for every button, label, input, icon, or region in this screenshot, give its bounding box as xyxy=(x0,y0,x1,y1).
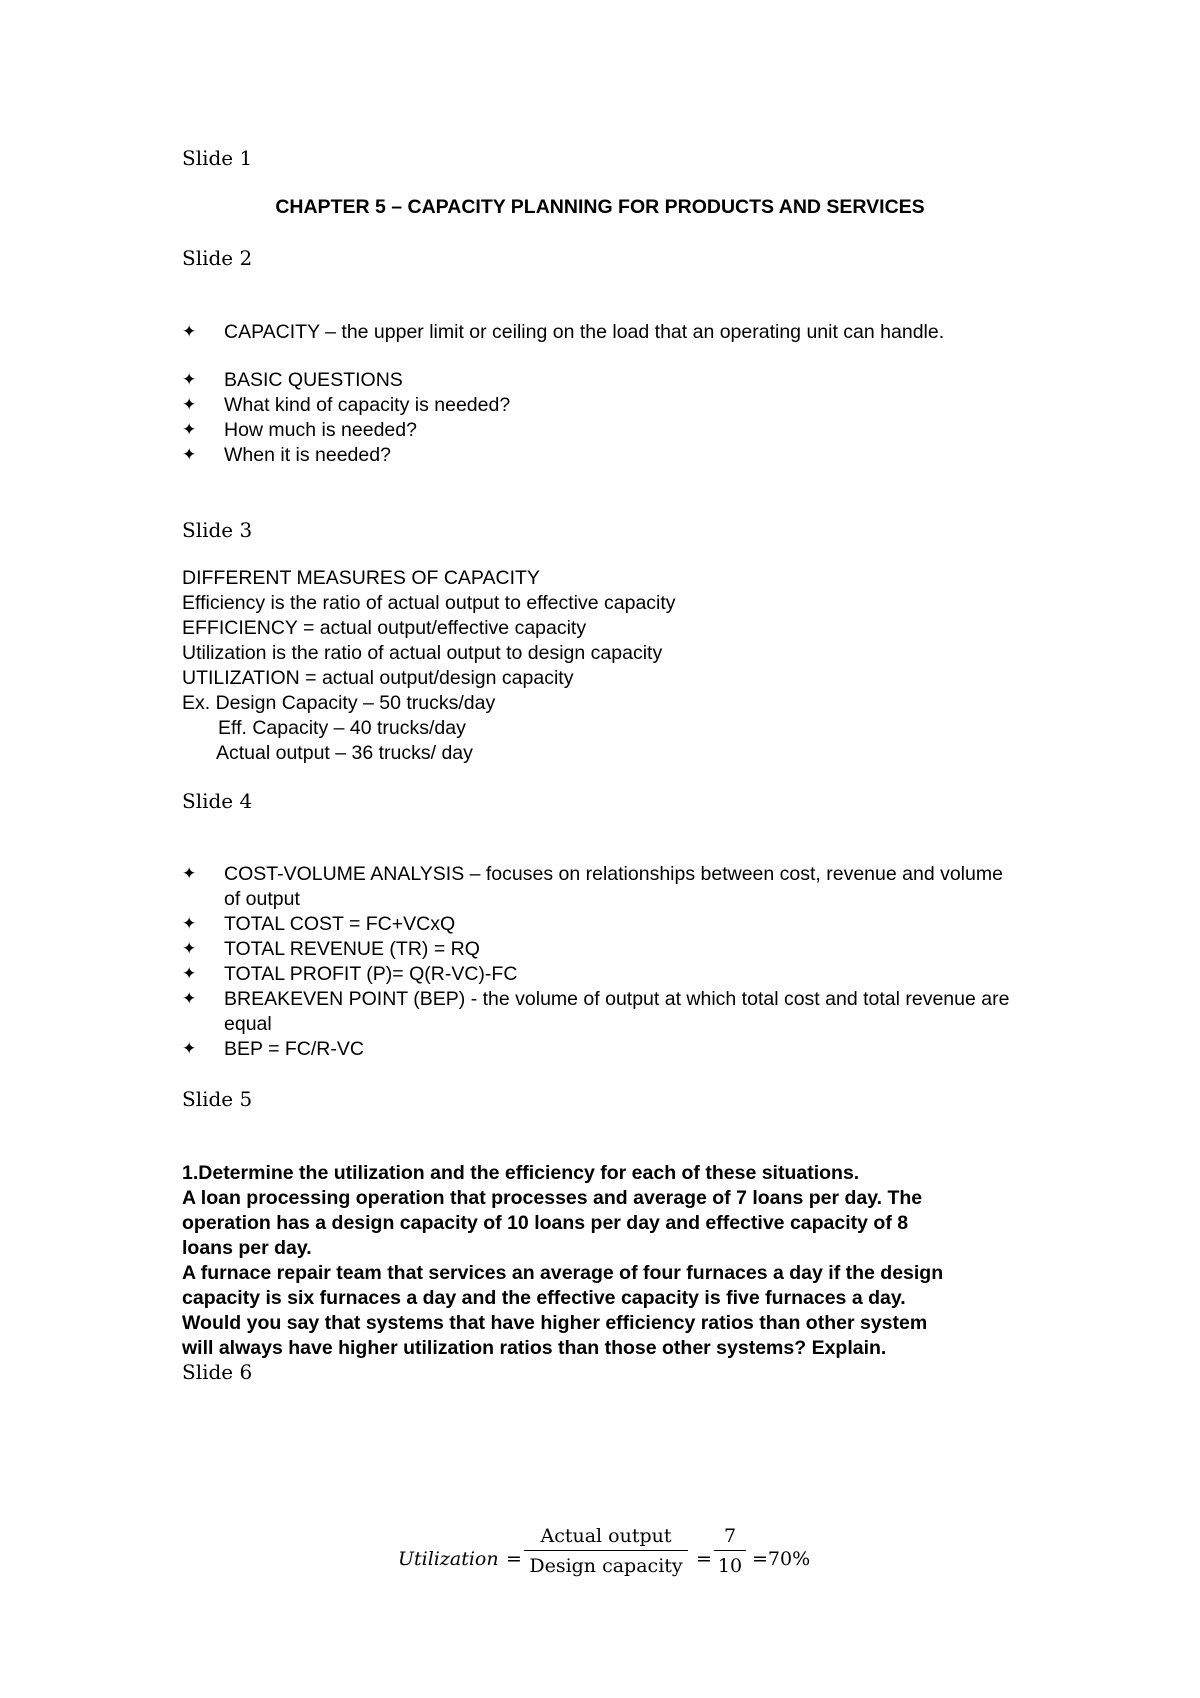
formula-equals: = xyxy=(696,1548,712,1570)
star-bullet-icon: ✦ xyxy=(182,914,197,934)
formula-label: Utilization xyxy=(398,1548,499,1570)
star-bullet-icon: ✦ xyxy=(182,420,197,440)
slide5-line: loans per day. xyxy=(182,1237,312,1259)
slide5-line: operation has a design capacity of 10 loans per day and effective capacity of 8 xyxy=(182,1212,909,1234)
formula-equals: = xyxy=(506,1548,522,1570)
fraction-numerator: Actual output xyxy=(524,1525,688,1551)
slide5-line: 1.Determine the utilization and the efficiency for each of these situations. xyxy=(182,1162,860,1184)
slide5-line: capacity is six furnaces a day and the effective capacity is five furnaces a day. xyxy=(182,1287,906,1309)
star-bullet-icon: ✦ xyxy=(182,395,197,415)
document-page: Slide 1 CHAPTER 5 – CAPACITY PLANNING FOR PRODUCTS AND SERVICES Slide 2 ✦ CAPACITY – the upper limit or ceiling on the load that an operating unit can handle. ✦ BASIC QUESTIONS ✦ What kind of capacity is needed? ✦ How much is needed? ✦ When it is needed? Slide 3 DIFFERENT MEASURES OF CAPACITY Efficiency is the ratio of actual output to effective capacity EFFICIENCY = actual output/effective capacity Utilization is the ratio of actual output to design capacity UTILIZATION = actual output/design capacity Ex. Design Capacity – 50 trucks/day Eff. Capacity – 40 trucks/day Actual output – 36 trucks/ day Slide 4 ✦ COST-VOLUME ANALYSIS – focuses on relationships between cost, revenue and volume of output ✦ TOTAL COST = FC+VCxQ ✦ TOTAL REVENUE (TR) = RQ ✦ TOTAL PROFIT (P)= Q(R-VC)-FC ✦ BREAKEVEN POINT (BEP) - the volume of output at which total cost and total revenue are equal ✦ BEP = FC/R-VC Slide 5 1.Determine the utilization and the efficiency for each of these situations. A loan processing operation that processes and average of 7 loans per day. The operation has a design capacity of 10 loans per day and effective capacity of 8 loans per day. A furnace repair team that services an average of four furnaces a day if the design capacity is six furnaces a day and the effective capacity is five furnaces a day. Would you say that systems that have higher efficiency ratios than other system will always have higher utilization ratios than those other systems? Explain. Slide 6 Utilization = Actual output Design capacity = $\frac{7}{10}$ =70% xyxy=(0,0,1200,1698)
slide-3-label: Slide 3 xyxy=(182,518,253,542)
star-bullet-icon: ✦ xyxy=(182,445,197,465)
fraction-denominator: Design capacity xyxy=(529,1555,683,1577)
slide3-line: Utilization is the ratio of actual output to design capacity xyxy=(182,642,663,664)
slide3-line: Ex. Design Capacity – 50 trucks/day xyxy=(182,692,496,714)
slide5-line: A loan processing operation that processes and average of 7 loans per day. The xyxy=(182,1187,923,1209)
star-bullet-icon: ✦ xyxy=(182,939,197,959)
star-bullet-icon: ✦ xyxy=(182,322,197,342)
fraction-numerator: 7 xyxy=(714,1525,746,1551)
slide3-line: EFFICIENCY = actual output/effective capacity xyxy=(182,617,587,639)
slide-1-label: Slide 1 xyxy=(182,146,253,170)
slide5-line: A furnace repair team that services an average of four furnaces a day if the design xyxy=(182,1262,944,1284)
formula-result: =70% xyxy=(752,1548,811,1570)
star-bullet-icon: ✦ xyxy=(182,370,197,390)
slide-6-label: Slide 6 xyxy=(182,1360,253,1384)
slide5-line: Would you say that systems that have higher efficiency ratios than other system xyxy=(182,1312,928,1334)
slide3-line: Actual output – 36 trucks/ day xyxy=(216,742,473,764)
star-bullet-icon: ✦ xyxy=(182,989,197,1009)
star-bullet-icon: ✦ xyxy=(182,964,197,984)
slide3-line: DIFFERENT MEASURES OF CAPACITY xyxy=(182,567,540,589)
slide3-line: Eff. Capacity – 40 trucks/day xyxy=(218,717,466,739)
fraction-denominator: 10 xyxy=(717,1555,743,1577)
chapter-title: CHAPTER 5 – CAPACITY PLANNING FOR PRODUCTS AND SERVICES xyxy=(275,196,925,218)
star-bullet-icon: ✦ xyxy=(182,1039,197,1059)
slide-4-label: Slide 4 xyxy=(182,789,253,813)
formula-fraction xyxy=(524,1525,688,1577)
formula-fraction-numeric xyxy=(714,1525,746,1577)
slide5-line: will always have higher utilization ratios than those other systems? Explain. xyxy=(182,1337,887,1359)
slide-2-label: Slide 2 xyxy=(182,246,253,270)
slide-5-label: Slide 5 xyxy=(182,1087,253,1111)
slide3-line: Efficiency is the ratio of actual output to effective capacity xyxy=(182,592,676,614)
slide3-line: UTILIZATION = actual output/design capacity xyxy=(182,667,574,689)
star-bullet-icon: ✦ xyxy=(182,864,197,884)
